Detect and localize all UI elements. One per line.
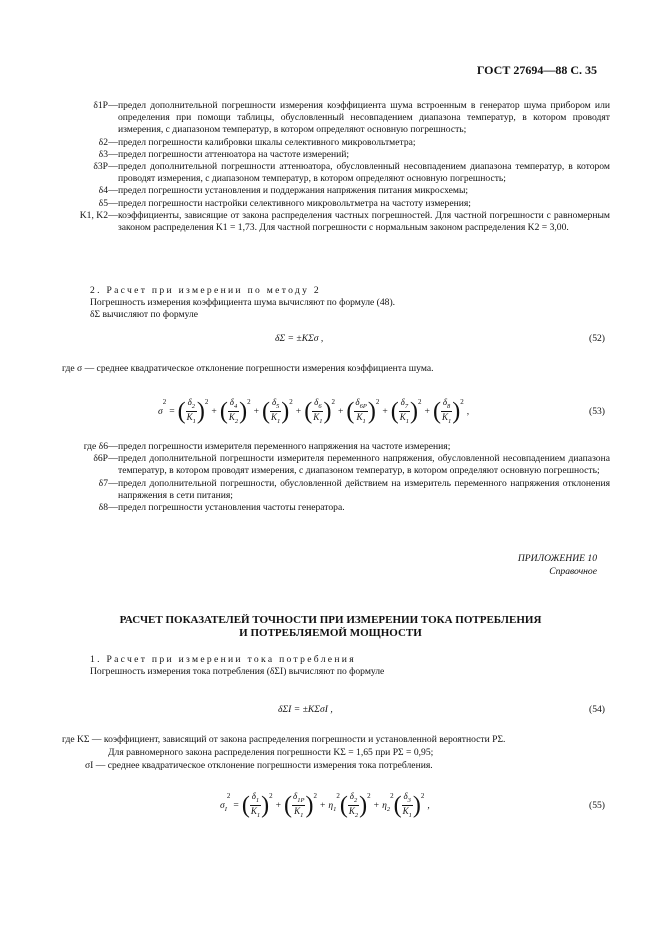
definition-symbol: δ4 <box>98 185 108 197</box>
definition-text: предел дополнительной погрешности аттенюатора, обусловленный несовпадением диапазона температур, в котором проводят измерения, с диапазоном температур, в котором определяют основную погрешность; <box>118 161 610 185</box>
definition-item <box>62 478 610 502</box>
definition-text: предел погрешности аттенюатора на частоте измерений; <box>118 148 350 160</box>
definition-dash: — <box>108 209 118 221</box>
definition-item <box>62 441 610 453</box>
definition-dash: — <box>108 100 118 111</box>
method-2-paragraph: Погрешность измерения коэффициента шума вычисляют по формуле (48). <box>90 297 396 308</box>
k-sigma-definition: где KΣ — коэффициент, зависящий от закона распределения погрешности и установленной вероятности PΣ. <box>62 734 506 745</box>
definition-dash: — <box>108 441 118 452</box>
definition-dash: — <box>108 161 118 173</box>
appendix-label: ПРИЛОЖЕНИЕ 10 <box>517 553 597 564</box>
sigma-definition: где σ — среднее квадратическое отклонение погрешности измерения коэффициента шума. <box>62 363 434 374</box>
definition-item <box>62 149 610 161</box>
equation-54-formula: δΣI = ±KΣσI , <box>278 704 333 715</box>
definition-item <box>62 161 610 185</box>
equation-55-formula: $\sigma_I^2=$ ( $\frac{\delta_1}{K_1}$ )$^2$+ ( $\frac{\delta_{1P}}{K_1}$ )$^2+ \eta_1^2$( $\frac{\delta_2}{K_2}$ )$^2+ \eta_2^2$( $\frac{\delta_3}{K_1}$ )$^2$, <box>220 790 430 820</box>
uniform-law-note: Для равномерного закона распределения погрешности KΣ = 1,65 при PΣ = 0,95; <box>108 747 434 758</box>
definition-item <box>62 210 610 234</box>
definition-symbol: δ2 <box>98 136 108 148</box>
equation-54 <box>0 704 661 728</box>
equation-52-formula: δΣ = ±KΣσ , <box>275 333 324 344</box>
equation-55 <box>0 790 661 826</box>
definitions-list-2 <box>62 441 610 514</box>
definition-item <box>62 185 610 197</box>
definition-text: предел дополнительной погрешности измерения коэффициента шума встроенным в генератор шума прибором или определения при помощи таблицы, обусловленный несовпадением диапазона температур, в котором проводят измерения, с диапазоном температур, в котором определяют основную погрешность; <box>118 100 610 136</box>
definition-dash: — <box>108 148 118 160</box>
definition-symbol: K1, K2 <box>79 209 108 221</box>
page-header: ГОСТ 27694—88 С. 35 <box>476 63 597 77</box>
definition-text: предел дополнительной погрешности измерителя переменного напряжения, обусловленной несовпадением диапазона температур, в котором проводят измерения, с диапазоном температур, в котором определяют основную погрешность; <box>118 453 610 477</box>
definition-symbol: δ3P <box>93 161 108 173</box>
definition-symbol: δ7 <box>98 477 108 489</box>
definition-text: предел погрешности установления и поддержания напряжения питания микросхемы; <box>118 185 469 197</box>
definition-symbol: δ8 <box>98 502 108 514</box>
definition-dash: — <box>108 197 118 209</box>
definition-dash: — <box>108 453 118 465</box>
equation-53 <box>0 396 661 432</box>
definition-dash: — <box>108 136 118 148</box>
definition-item <box>62 100 610 137</box>
definition-symbol: δ1P <box>93 100 108 111</box>
definitions-list-1 <box>62 100 610 234</box>
definition-dash: — <box>108 185 118 197</box>
appendix-type: Справочное <box>549 566 597 577</box>
definition-text: предел дополнительной погрешности, обусловленной действием на измеритель переменного напряжения отклонения напряжения в сети питания; <box>118 477 610 501</box>
definition-item <box>62 502 610 514</box>
equation-53-number: (53) <box>589 406 605 417</box>
sigma-i-definition: σI — среднее квадратическое отклонение погрешности измерения тока потребления. <box>85 760 433 771</box>
equation-52-number: (52) <box>589 333 605 344</box>
definition-text: коэффициенты, зависящие от закона распределения частных погрешностей. Для частной погрешности с равномерным законом распределения K1 = 1,73. Для частной погрешности с нормальным законом распределения K2 = 3,00. <box>118 209 610 234</box>
equation-55-number: (55) <box>589 800 605 811</box>
equation-54-number: (54) <box>589 704 605 715</box>
definition-text: предел погрешности калибровки шкалы селективного микровольтметра; <box>118 136 416 148</box>
definition-text: предел погрешности измерителя переменного напряжения на частоте измерения; <box>118 441 451 452</box>
definition-item <box>62 137 610 149</box>
equation-53-formula: $\sigma^2=$ ( $\frac{\delta_2}{K_1}$ )$^2$+ ( $\frac{\delta_4}{K_2}$ )$^2$+ ( $\frac{\delta_5}{K_1}$ )$^2$+ ( $\frac{\delta_6}{K_1}$ )$^2$+ ( $\frac{\delta_{6P}}{K_1}$ )$^2$+ ( $\frac{\delta_7}{K_1}$ )$^2$+ ( $\frac{\delta_8}{K_1}$ )$^2$, <box>158 396 470 426</box>
method-2-heading: 2. Расчет при измерении по методу 2 <box>90 285 321 296</box>
definition-dash: — <box>108 477 118 489</box>
section-1-paragraph: Погрешность измерения тока потребления (δΣI) вычисляют по формуле <box>90 666 385 677</box>
definition-dash: — <box>108 502 118 514</box>
definition-text: предел погрешности установления частоты генератора. <box>118 502 345 514</box>
definition-symbol: где δ6 <box>83 441 108 452</box>
definition-text: предел погрешности настройки селективного микровольтметра на частоту измерения; <box>118 197 471 209</box>
definition-item <box>62 198 610 210</box>
equation-52 <box>0 333 661 357</box>
definition-symbol: δ6P <box>93 453 108 465</box>
section-1-heading: 1. Расчет при измерении тока потребления <box>90 654 356 665</box>
method-2-formula-intro: δΣ вычисляют по формуле <box>90 309 199 320</box>
definition-item <box>62 453 610 477</box>
section-title-line-2: И ПОТРЕБЛЯЕМОЙ МОЩНОСТИ <box>239 627 422 639</box>
section-title-line-1: РАСЧЕТ ПОКАЗАТЕЛЕЙ ТОЧНОСТИ ПРИ ИЗМЕРЕНИИ ТОКА ПОТРЕБЛЕНИЯ <box>119 614 542 626</box>
definition-symbol: δ5 <box>98 197 108 209</box>
definition-symbol: δ3 <box>98 148 108 160</box>
